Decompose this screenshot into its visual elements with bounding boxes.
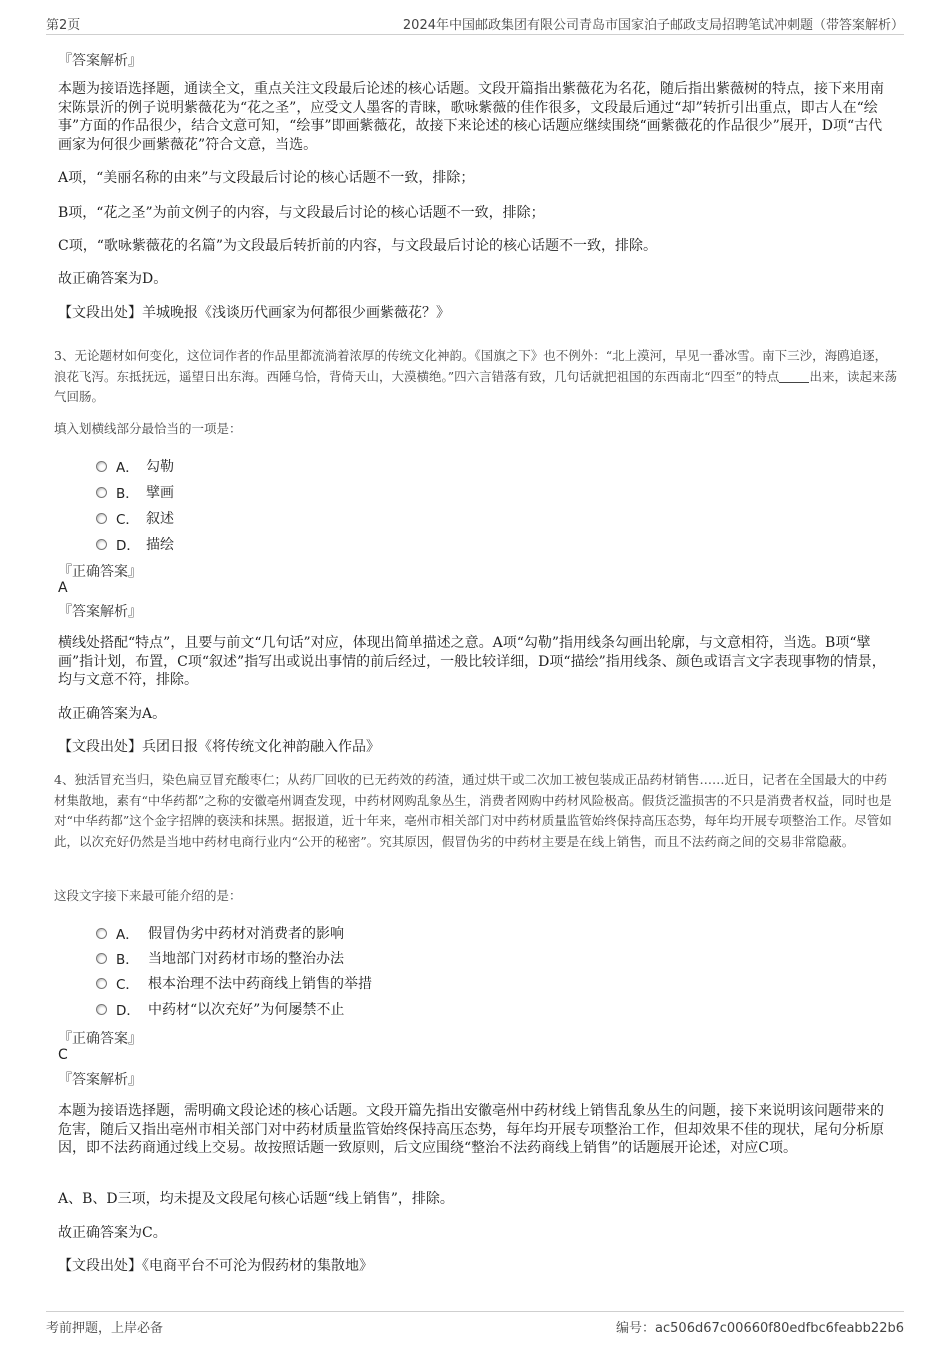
radio-icon[interactable]	[96, 487, 107, 498]
q4-option-d[interactable]: D． 中药材“以次充好”为何屡禁不止	[96, 999, 344, 1019]
q4-analysis: 本题为接语选择题，需明确文段论述的核心话题。文段开篇先指出安徽亳州中药材线上销售乱象丛生的问题，接下来说明该问题带来的危害，随后又指出亳州市相关部门对中药材质量监管始终保持高压态势，每年均开展专项整治工作，但却效果不佳的现状，尾句分析原因，即不法药商通过线上交易。故按照话题一致原则，后文应围绕“整治不法药商线上销售”的话题展开论述，对应C项。	[58, 1103, 884, 1156]
q4-prompt: 这段文字接下来最可能介绍的是：	[54, 888, 242, 903]
q3-analysis: 横线处搭配“特点”，且要与前文“几句话”对应，体现出简单描述之意。A项“勾勒”指用线条勾画出轮廓，与文意相符，当选。B项“擘画”指计划，布置，C项“叙述”指写出或说出事情的前后经过，一般比较详细，D项“描绘”指用线条、颜色或语言文字表现事物的情景，均与文意不符，排除。	[58, 635, 886, 688]
radio-icon[interactable]	[96, 928, 107, 939]
q4-abd-note: A、B、D三项，均未提及文段尾句核心话题“线上销售”，排除。	[58, 1191, 454, 1207]
q4-conclusion: 故正确答案为C。	[58, 1225, 167, 1241]
q2-analysis-label: 『答案解析』	[58, 53, 142, 69]
q3-correct-answer: A	[58, 580, 68, 596]
q3-option-c[interactable]: C． 叙述	[96, 508, 174, 528]
q2-option-b-note: B项，“花之圣”为前文例子的内容，与文段最后讨论的核心话题不一致，排除；	[58, 205, 545, 221]
document-title: 2024年中国邮政集团有限公司青岛市国家泊子邮政支局招聘笔试冲刺题（带答案解析）	[402, 18, 904, 33]
q3-conclusion: 故正确答案为A。	[58, 706, 167, 722]
q3-blank	[779, 368, 809, 383]
q3-correct-label: 『正确答案』	[58, 564, 142, 580]
q4-stem: 4、独活冒充当归，染色扁豆冒充酸枣仁；从药厂回收的已无药效的药渣，通过烘干或二次加工被包装成正品药材销售……近日，记者在全国最大的中药材集散地，素有“中华药都”之称的安徽亳州调查发现，中药材网购乱象丛生，消费者网购中药材风险极高。假货泛滥损害的不只是消费者权益，同时也是对“中华药都”这个金字招牌的亵渎和抹黑。据报道，近十年来，亳州市相关部门对中药材质量监管始终保持高压态势，每年均开展专项整治工作。尽管如此，以次充好仍然是当地中药材电商行业内“公开的秘密”。究其原因，假冒伪劣的中药材主要是在线上销售，而且不法药商之间的交易非常隐蔽。	[54, 772, 892, 849]
radio-icon[interactable]	[96, 513, 107, 524]
q2-source: 【文段出处】羊城晚报《浅谈历代画家为何都很少画紫薇花？》	[58, 305, 450, 321]
q2-conclusion: 故正确答案为D。	[58, 271, 168, 287]
radio-icon[interactable]	[96, 461, 107, 472]
radio-icon[interactable]	[96, 1004, 107, 1015]
q3-stem-before-blank: 3、无论题材如何变化，这位词作者的作品里都流淌着浓厚的传统文化神韵。《国旗之下》也不例外：“北上漠河，早见一番冰雪。南下三沙，海鸥追逐，浪花飞泻。东抵抚远，遥望日出东海。西陲乌恰，背倚天山，大漠横绝。”四六言错落有致，几句话就把祖国的东西南北“四至”的特点	[54, 348, 888, 384]
q3-source: 【文段出处】兵团日报《将传统文化神韵融入作品》	[58, 739, 380, 755]
page-footer	[46, 1311, 904, 1334]
q3-option-a[interactable]: A． 勾勒	[96, 456, 174, 476]
q4-analysis-label: 『答案解析』	[58, 1072, 142, 1088]
q4-option-a[interactable]: A． 假冒伪劣中药材对消费者的影响	[96, 923, 344, 943]
q4-correct-label: 『正确答案』	[58, 1031, 142, 1047]
q4-option-b[interactable]: B． 当地部门对药材市场的整治办法	[96, 948, 344, 968]
page-number: 第2页	[46, 18, 81, 33]
q2-option-c-note: C项，“歌咏紫薇花的名篇”为文段最后转折前的内容，与文段最后讨论的核心话题不一致，排除。	[58, 238, 658, 254]
radio-icon[interactable]	[96, 978, 107, 989]
page-header	[46, 14, 904, 35]
q2-option-a-note: A项，“美丽名称的由来”与文段最后讨论的核心话题不一致，排除；	[58, 170, 475, 186]
q3-prompt: 填入划横线部分最恰当的一项是：	[54, 421, 242, 436]
radio-icon[interactable]	[96, 539, 107, 550]
q4-correct-answer: C	[58, 1047, 68, 1063]
q2-analysis: 本题为接语选择题，通读全文，重点关注文段最后论述的核心话题。文段开篇指出紫薇花为名花，随后指出紫薇树的特点，接下来用南宋陈景沂的例子说明紫薇花为“花之圣”，应受文人墨客的青睐，歌咏紫薇的佳作很多，文段最后通过“却”转折引出重点，即古人在“绘事”方面的作品很少，结合文意可知，“绘事”即画紫薇花，故接下来论述的核心话题应继续围绕“画紫薇花的作品很少”展开，D项“古代画家为何很少画紫薇花”符合文意，当选。	[58, 81, 884, 153]
radio-icon[interactable]	[96, 953, 107, 964]
q3-stem	[54, 346, 898, 408]
document-id: 编号：ac506d67c00660f80edfbc6feabb22b6	[616, 1321, 904, 1336]
q4-source: 【文段出处】《电商平台不可沦为假药材的集散地》	[58, 1258, 373, 1274]
q3-option-b[interactable]: B． 擘画	[96, 482, 174, 502]
q3-option-d[interactable]: D． 描绘	[96, 534, 174, 554]
q3-stem-after-blank: 出来，读起来荡气回肠。	[54, 368, 897, 404]
q4-option-c[interactable]: C． 根本治理不法中药商线上销售的举措	[96, 973, 372, 993]
q3-analysis-label: 『答案解析』	[58, 604, 142, 620]
footer-slogan: 考前押题，上岸必备	[46, 1321, 164, 1336]
